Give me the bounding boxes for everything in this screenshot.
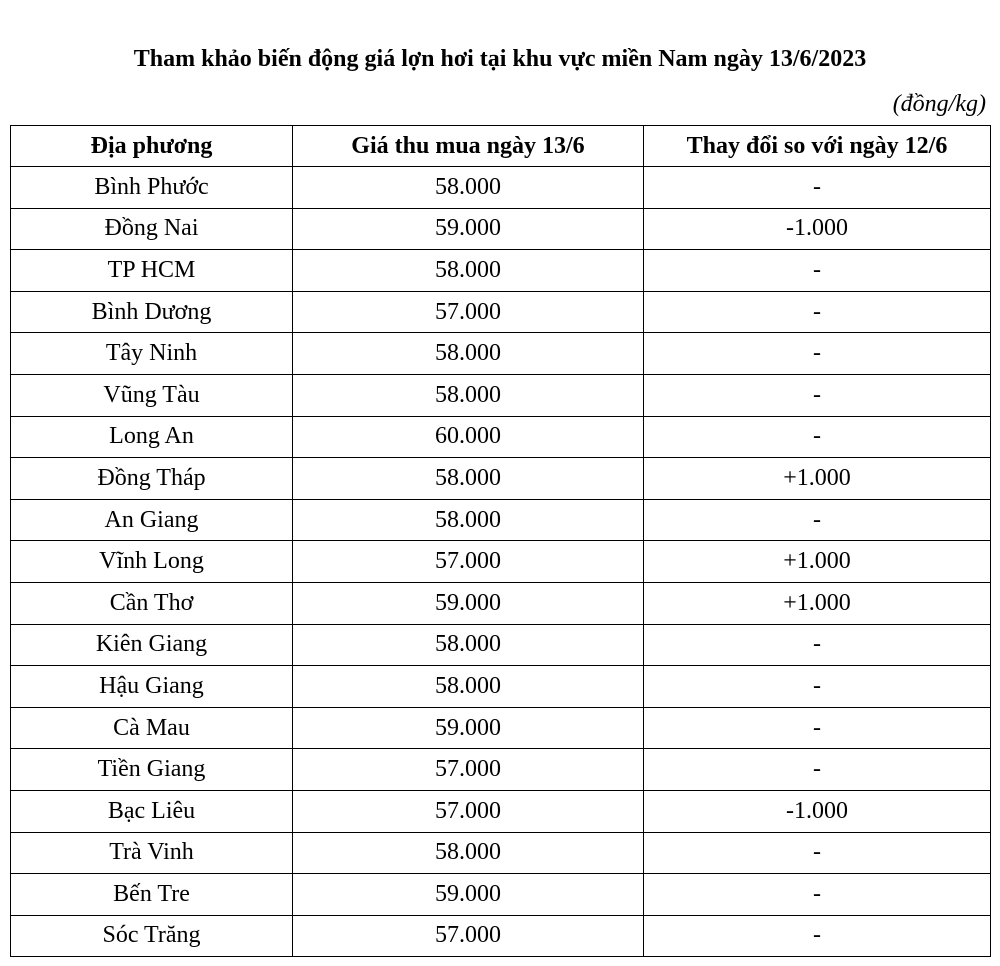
cell-price: 59.000 <box>293 707 644 749</box>
cell-change: - <box>644 707 991 749</box>
cell-locality: Kiên Giang <box>11 624 293 666</box>
cell-locality: Đồng Tháp <box>11 458 293 500</box>
cell-price: 57.000 <box>293 915 644 957</box>
cell-price: 58.000 <box>293 624 644 666</box>
cell-change: - <box>644 250 991 292</box>
cell-locality: Vĩnh Long <box>11 541 293 583</box>
table-row <box>11 707 991 749</box>
cell-locality: Hậu Giang <box>11 666 293 708</box>
cell-change: - <box>644 666 991 708</box>
cell-price: 57.000 <box>293 749 644 791</box>
cell-change: +1.000 <box>644 582 991 624</box>
table-row <box>11 458 991 500</box>
cell-locality: Trà Vinh <box>11 832 293 874</box>
cell-price: 58.000 <box>293 374 644 416</box>
cell-change: - <box>644 291 991 333</box>
cell-locality: Tiền Giang <box>11 749 293 791</box>
cell-locality: Bình Dương <box>11 291 293 333</box>
cell-locality: Bạc Liêu <box>11 790 293 832</box>
column-header-locality: Địa phương <box>11 126 293 167</box>
column-header-price: Giá thu mua ngày 13/6 <box>293 126 644 167</box>
table-header-row <box>11 126 991 167</box>
table-row <box>11 250 991 292</box>
cell-locality: Long An <box>11 416 293 458</box>
table-row <box>11 499 991 541</box>
cell-locality: Bình Phước <box>11 167 293 209</box>
cell-locality: Sóc Trăng <box>11 915 293 957</box>
cell-change: -1.000 <box>644 790 991 832</box>
table-row <box>11 874 991 916</box>
cell-price: 59.000 <box>293 874 644 916</box>
cell-price: 58.000 <box>293 666 644 708</box>
cell-change: - <box>644 167 991 209</box>
cell-locality: Cần Thơ <box>11 582 293 624</box>
cell-price: 58.000 <box>293 167 644 209</box>
cell-locality: TP HCM <box>11 250 293 292</box>
cell-change: - <box>644 915 991 957</box>
cell-locality: Vũng Tàu <box>11 374 293 416</box>
table-row <box>11 208 991 250</box>
cell-price: 57.000 <box>293 541 644 583</box>
cell-locality: Đồng Nai <box>11 208 293 250</box>
table-body <box>11 167 991 957</box>
table-row <box>11 624 991 666</box>
cell-change: -1.000 <box>644 208 991 250</box>
cell-change: - <box>644 874 991 916</box>
page-title: Tham khảo biến động giá lợn hơi tại khu vực miền Nam ngày 13/6/2023 <box>133 46 867 72</box>
cell-change: - <box>644 832 991 874</box>
cell-price: 60.000 <box>293 416 644 458</box>
cell-change: - <box>644 374 991 416</box>
cell-price: 59.000 <box>293 582 644 624</box>
cell-price: 58.000 <box>293 250 644 292</box>
cell-locality: Bến Tre <box>11 874 293 916</box>
table-row <box>11 333 991 375</box>
cell-change: - <box>644 749 991 791</box>
cell-price: 58.000 <box>293 499 644 541</box>
cell-price: 58.000 <box>293 458 644 500</box>
table-row <box>11 291 991 333</box>
cell-change: - <box>644 499 991 541</box>
table-row <box>11 915 991 957</box>
table-row <box>11 832 991 874</box>
table-row <box>11 541 991 583</box>
table-row <box>11 582 991 624</box>
cell-change: +1.000 <box>644 458 991 500</box>
table-row <box>11 666 991 708</box>
table-row <box>11 790 991 832</box>
cell-locality: Cà Mau <box>11 707 293 749</box>
cell-price: 58.000 <box>293 832 644 874</box>
table-row <box>11 416 991 458</box>
unit-label: (đồng/kg) <box>892 91 986 117</box>
cell-price: 57.000 <box>293 790 644 832</box>
cell-change: - <box>644 416 991 458</box>
cell-change: - <box>644 333 991 375</box>
cell-price: 59.000 <box>293 208 644 250</box>
table-row <box>11 374 991 416</box>
table-row <box>11 167 991 209</box>
table-row <box>11 749 991 791</box>
cell-price: 58.000 <box>293 333 644 375</box>
cell-price: 57.000 <box>293 291 644 333</box>
cell-change: - <box>644 624 991 666</box>
cell-change: +1.000 <box>644 541 991 583</box>
cell-locality: Tây Ninh <box>11 333 293 375</box>
column-header-change: Thay đổi so với ngày 12/6 <box>644 126 991 167</box>
cell-locality: An Giang <box>11 499 293 541</box>
price-table <box>10 125 991 957</box>
